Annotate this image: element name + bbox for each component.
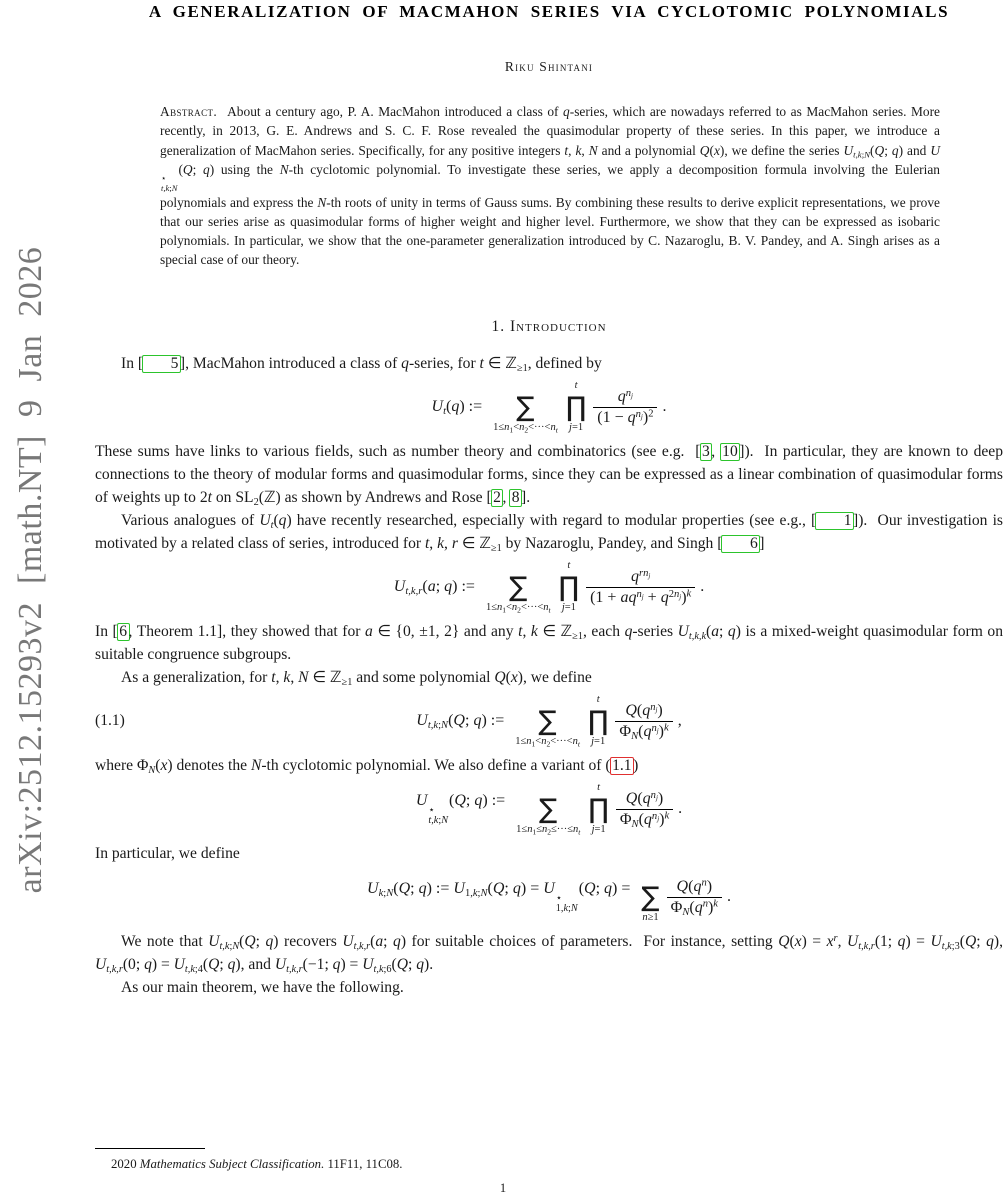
- display-equation-star: U ⋆ t,k;N (Q; q) := ∑ $1\le n_1\le n_2\le\cdot\cdot\cdot\le n_t$ t ∏ j=1 $\frac{Q(q^{n_j})}{\Phi_N(q^{n_j})^k}$ .: [415, 781, 683, 837]
- display-equation-macmahon: $U_t(q)$ := ∑ $1\le n_1<n_2<\cdot\cdot\cdot<n_t$ t ∏ j=1 $\frac{q^{n_j}}{(1 - q^{n_j})^2}$ .: [431, 379, 667, 435]
- intro-paragraph-5: As a generalization, for t, k, N ∈ ℤ$_{\ge 1}$ and some polynomial Q(x), we define: [121, 667, 592, 688]
- intro-paragraph-2: These sums have links to various fields, such as number theory and combinatorics (see e.g. [3, 10]). In particular, they are known to deep connections to the theory of modular forms and quasimodular forms, since they can be expressed as a linear combination of quasimodular forms of weights up to 2t on $SL_2(ℤ)$ as shown by Andrews and Rose [2, 8].: [95, 442, 1004, 508]
- display-equation-nazaroglu: $U_{t,k,r}(a$; q) := ∑ $1\le n_1<n_2<\cdot\cdot\cdot<n_t$ t ∏ j=1 $\frac{q^{rn_j}}{(1 + aq^{n_j} + q^{2n_j})^k}$ .: [393, 559, 705, 615]
- citation-link[interactable]: 2: [491, 489, 504, 507]
- abstract-block: [160, 102, 940, 270]
- citation-link[interactable]: 3: [700, 443, 713, 461]
- citation-link[interactable]: 10: [720, 443, 741, 461]
- paper-title: A GENERALIZATION OF MACMAHON SERIES VIA CYCLOTOMIC POLYNOMIALS: [148, 2, 950, 21]
- intro-paragraph-9: As our main theorem, we have the following.: [121, 978, 404, 996]
- page-number: 1: [499, 1181, 507, 1195]
- display-equation-1-1: (1.1) $U_{t,k;N}(Q$; q) := ∑ $1\le n_1<n_2<\cdot\cdot\cdot<n_t$ t ∏ j=1 $\frac{Q(q^{n_j})}{\Phi_N(q^{n_j})^k}$ ,: [95, 693, 682, 749]
- citation-link[interactable]: 6: [117, 623, 130, 641]
- citation-link[interactable]: 1: [815, 512, 854, 530]
- intro-paragraph-4: In [6, Theorem 1.1], they showed that for a ∈ {0, ±1, 2} and any t, k ∈ ℤ$_{\ge 1}$, each q-series $U_{t,k,k}(a$; q) is a mixed-weight quasimodular form on suitable congruence subgroups.: [95, 621, 1003, 663]
- intro-paragraph-7: In particular, we define: [95, 844, 240, 862]
- intro-paragraph-1: In [ 5], MacMahon introduced a class of q-series, for t ∈ ℤ$_{\ge 1}$, defined by: [121, 353, 602, 374]
- footnote-text: 2020 Mathematics Subject Classification. 11F11, 11C08.: [111, 1157, 403, 1171]
- author-name: Riku Shintani: [504, 59, 594, 74]
- abstract-label: Abstract.: [160, 104, 218, 119]
- intro-paragraph-6: where $\Phi_N(x)$ denotes the N-th cyclotomic polynomial. We also define a variant of (1.1): [95, 756, 639, 776]
- display-equation-special: $U_{k;N}(Q$; q) := $U_{1,k;N}(Q$; q) = U ⋆ 1,k;N (Q; q) = ∑ n≥1 $\frac{Q(q^n)}{\Phi_N(q^n)^k}$ .: [367, 877, 731, 924]
- equation-ref-link[interactable]: 1.1: [610, 757, 635, 775]
- section-heading: 1. Introduction: [491, 317, 607, 335]
- intro-paragraph-3: Various analogues of $U_t(q)$ have recently researched, especially with regard to modular properties (see e.g., [ 1]). Our investigation is motivated by a related class of series, introduced for t, k, r ∈ ℤ$_{\ge 1}$ by Nazaroglu, Pandey, and Singh [ 6]: [95, 511, 1003, 554]
- citation-link[interactable]: 6: [721, 535, 760, 553]
- abstract-text: About a century ago, P. A. MacMahon introduced a class of q-series, which are nowadays referred to as MacMahon series. More recently, in 2013, G. E. Andrews and S. C. F. Rose revealed the quasimodular property of these series. In this paper, we introduce a generalization of MacMahon series. Specifically, for any positive integers t, k, N and a polynomial Q(x), we define the series $U_{t,k;N}(Q$; q) and U ⋆ t,k;N (Q; q) using the N-th cyclotomic polynomial. To investigate these series, we apply a decomposition formula involving the Eulerian polynomials and express the N-th roots of unity in terms of Gauss sums. By combining these results to derive explicit representations, we prove that our series arise as quasimodular forms of higher weight and higher level. Furthermore, we show that they can be expressed as isobaric polynomials. In particular, we show that the one-parameter generalization introduced by C. Nazaroglu, B. V. Pandey, and A. Singh arises as a special case of our theory.: [160, 104, 941, 268]
- paper-body: [95, 0, 1003, 999]
- arxiv-stamp: arXiv:2512.15293v2 [math.NT] 9 Jan 2026: [12, 246, 49, 894]
- footnote-rule: [95, 1148, 205, 1149]
- citation-link[interactable]: 5: [142, 355, 181, 373]
- intro-paragraph-8: We note that $U_{t,k;N}(Q$; q) recovers $U_{t,k,r}(a$; q) for suitable choices of parameters. For instance, setting $Q(x) = x^r$, $U_{t,k,r}(1$; $q) = U_{t,k;3}(Q$; q), $U_{t,k,r}(0$; $q) = U_{t,k;4}(Q$; q), and $U_{t,k,r}(-1$; $q) = U_{t,k;6}(Q$; q).: [95, 932, 1003, 975]
- citation-link[interactable]: 8: [509, 489, 522, 507]
- equation-number: (1.1): [95, 712, 125, 730]
